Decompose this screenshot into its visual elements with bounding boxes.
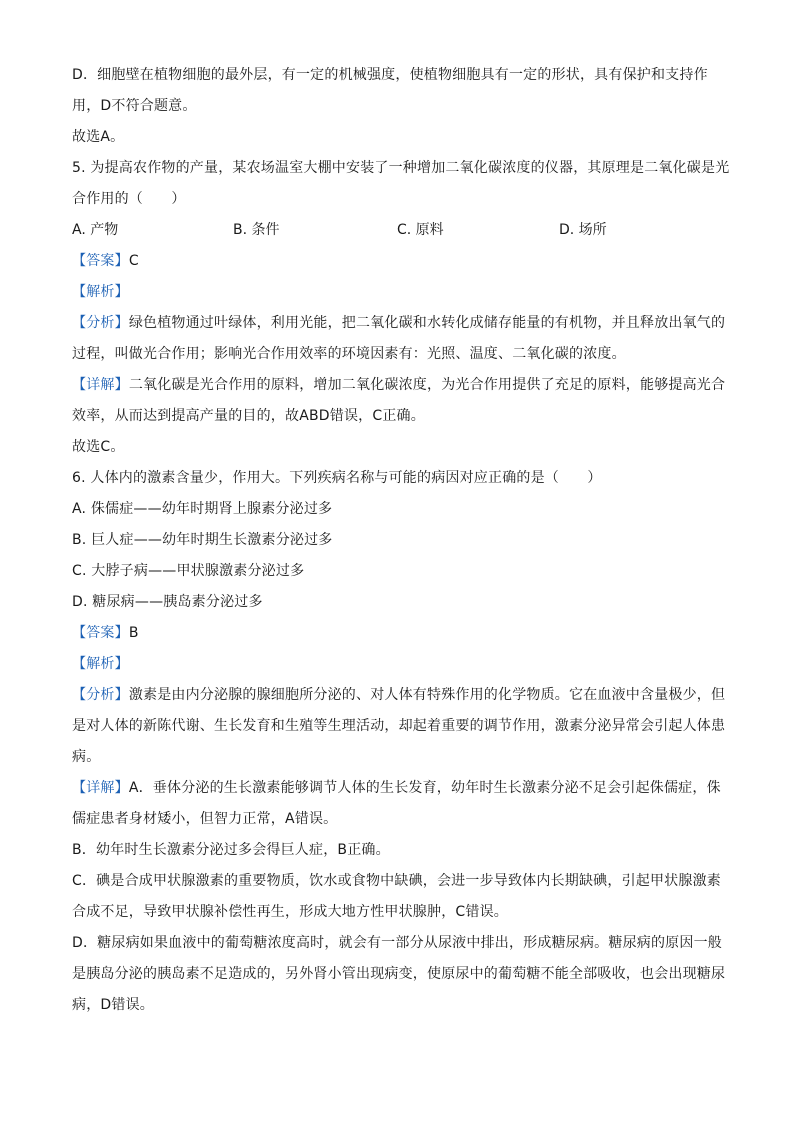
q6-detail-d-line2: 是胰岛分泌的胰岛素不足造成的，另外肾小管出现病变，使原尿中的葡萄糖不能全部吸收，也会出现糖尿 [72,966,726,982]
q6-option-c: C. 大脖子病——甲状腺激素分泌过多 [72,563,305,579]
q6-analysis-heading [72,649,722,680]
q5-fenxi-text1: 绿色植物通过叶绿体，利用光能，把二氧化碳和水转化成储存能量的有机物，并且释放出氧气的 [128,315,726,331]
prev-choose: 故选A。 [72,129,125,145]
q6-fenxi-line3: 病。 [72,749,101,765]
document-page [72,60,730,1021]
analysis-tag: 【解析】 [72,656,129,672]
q6-fenxi-line1 [72,680,726,711]
fenxi-tag: 【分析】 [72,687,129,703]
q6-detail-a-text1: A．垂体分泌的生长激素能够调节人体的生长发育，幼年时生长激素分泌不足会引起侏儒症，侏 [128,780,721,796]
q6-detail-b: B．幼年时生长激素分泌过多会得巨人症，B正确。 [72,842,390,858]
q5-fenxi-line1 [72,308,726,339]
detail-tag: 【详解】 [72,780,129,796]
q6-fenxi-text1: 激素是由内分泌腺的腺细胞所分泌的、对人体有特殊作用的化学物质。它在血液中含量极少，但 [128,687,726,703]
q5-fenxi-line2: 过程，叫做光合作用；影响光合作用效率的环境因素有：光照、温度、二氧化碳的浓度。 [72,346,626,362]
q5-answer: C [128,253,139,269]
q5-choose: 故选C。 [72,439,125,455]
detail-tag: 【详解】 [72,377,129,393]
q5-answer-line [72,246,722,277]
q6-detail-a-line1 [72,773,722,804]
q5-option-a: A. 产物 [72,222,119,238]
q6-detail-c-line1: C．碘是合成甲状腺激素的重要物质，饮水或食物中缺碘，会进一步导致体内长期缺碘，引起甲状腺激素 [72,873,721,889]
q5-detail-text1: 二氧化碳是光合作用的原料，增加二氧化碳浓度，为光合作用提供了充足的原料，能够提高光合 [128,377,726,393]
q6-option-b: B. 巨人症——幼年时期生长激素分泌过多 [72,532,333,548]
fenxi-tag: 【分析】 [72,315,129,331]
answer-tag: 【答案】 [72,625,129,641]
q6-detail-a-line2: 儒症患者身材矮小，但智力正常，A错误。 [72,811,338,827]
q6-answer: B [128,625,139,641]
q6-detail-c-line2: 合成不足，导致甲状腺补偿性再生，形成大地方性甲状腺肿，C错误。 [72,904,508,920]
q5-stem-line2: 合作用的（ ） [72,191,186,207]
prev-option-d-explanation-line1: D．细胞壁在植物细胞的最外层，有一定的机械强度，使植物细胞具有一定的形状，具有保护和支持作 [72,67,708,83]
q5-option-c: C. 原料 [397,222,444,238]
answer-tag: 【答案】 [72,253,129,269]
q5-detail-line1 [72,370,726,401]
q6-answer-line [72,618,722,649]
q5-detail-line2: 效率，从而达到提高产量的目的，故ABD错误，C正确。 [72,408,425,424]
q5-option-b: B. 条件 [233,222,280,238]
q6-option-d: D. 糖尿病——胰岛素分泌过多 [72,594,263,610]
q6-fenxi-line2: 是对人体的新陈代谢、生长发育和生殖等生理活动，却起着重要的调节作用，激素分泌异常会引起人体患 [72,718,726,734]
analysis-tag: 【解析】 [72,284,129,300]
q5-options [72,215,722,246]
q6-option-a: A. 侏儒症——幼年时期肾上腺素分泌过多 [72,501,333,517]
q5-stem-line1: 5. 为提高农作物的产量，某农场温室大棚中安装了一种增加二氧化碳浓度的仪器，其原理是二氧化碳是光 [72,160,730,176]
q5-analysis-heading [72,277,722,308]
q5-option-d: D. 场所 [559,222,607,238]
q6-detail-d-line1: D．糖尿病如果血液中的葡萄糖浓度高时，就会有一部分从尿液中排出，形成糖尿病。糖尿病的原因一般 [72,935,722,951]
q6-stem: 6. 人体内的激素含量少，作用大。下列疾病名称与可能的病因对应正确的是（ ） [72,470,602,486]
q6-detail-d-line3: 病，D错误。 [72,997,154,1013]
prev-option-d-explanation-line2: 用，D不符合题意。 [72,98,197,114]
